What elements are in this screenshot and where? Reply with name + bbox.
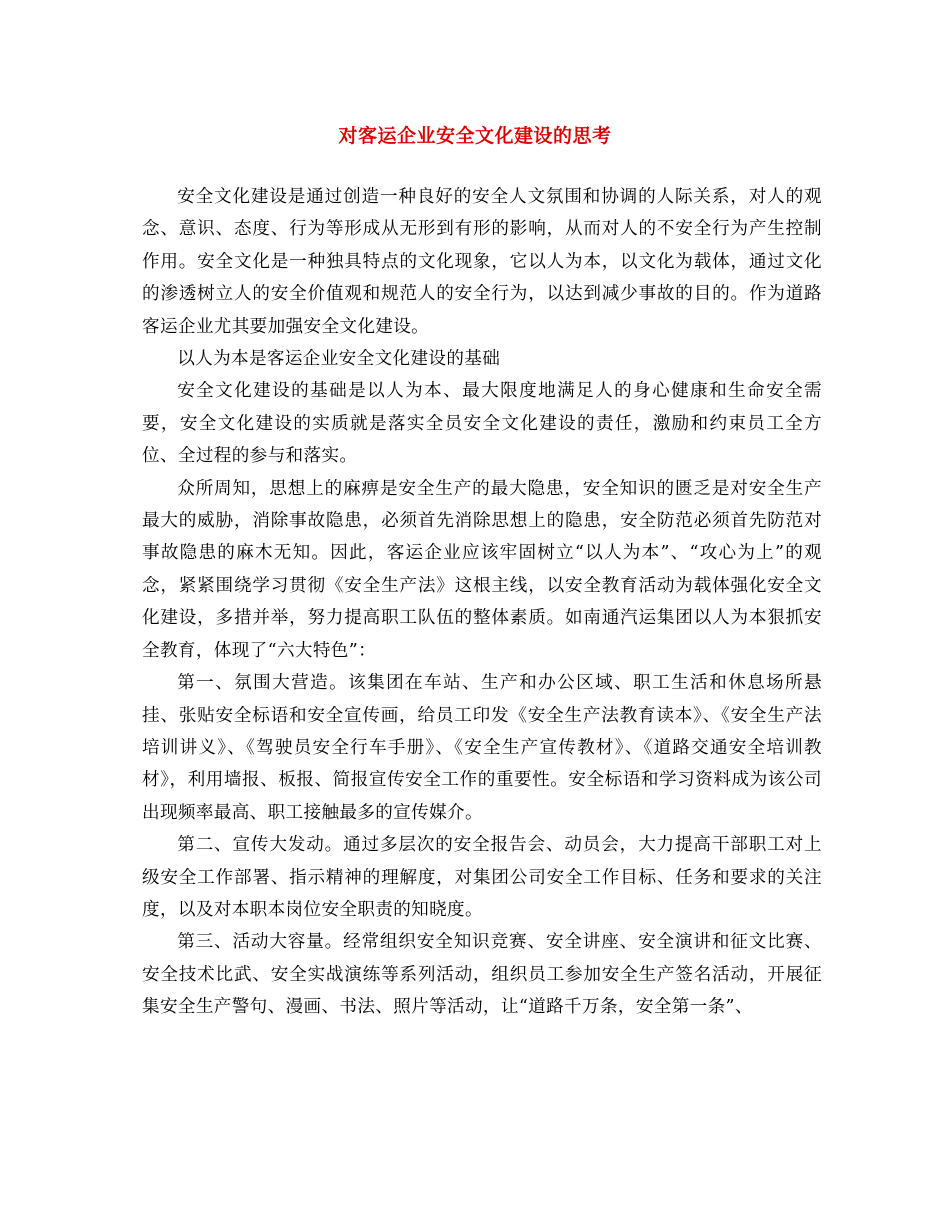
- paragraph-point-2: 第二、宣传大发动。通过多层次的安全报告会、动员会，大力提高干部职工对上级安全工作部署、指示精神的理解度，对集团公司安全工作目标、任务和要求的关注度，以及对本职本岗位安全职责的知晓度。: [142, 835, 822, 920]
- document-title: 对客运企业安全文化建设的思考: [338, 125, 612, 147]
- paragraph-awareness: 众所周知，思想上的麻痹是安全生产的最大隐患，安全知识的匮乏是对安全生产最大的威胁，消除事故隐患，必须首先消除思想上的隐患，安全防范必须首先防范对事故隐患的麻木无知。因此，客运企业应该牢固树立“以人为本”、“攻心为上”的观念，紧紧围绕学习贯彻《安全生产法》这根主线，以安全教育活动为载体强化安全文化建设，多措并举，努力提高职工队伍的整体素质。如南通汽运集团以人为本狠抓安全教育，体现了“六大特色”：: [142, 478, 822, 661]
- paragraph-foundation: 安全文化建设的基础是以人为本、最大限度地满足人的身心健康和生命安全需要，安全文化建设的实质就是落实全员安全文化建设的责任，激励和约束员工全方位、全过程的参与和落实。: [142, 381, 822, 467]
- document-body: [142, 181, 822, 1024]
- section-heading: 以人为本是客运企业安全文化建设的基础: [177, 349, 501, 370]
- paragraph-intro: 安全文化建设是通过创造一种良好的安全人文氛围和协调的人际关系，对人的观念、意识、态度、行为等形成从无形到有形的影响，从而对人的不安全行为产生控制作用。安全文化是一种独具特点的文化现象，它以人为本，以文化为载体，通过文化的渗透树立人的安全价值观和规范人的安全行为，以达到减少事故的目的。作为道路客运企业尤其要加强安全文化建设。: [142, 187, 822, 337]
- paragraph-point-3: 第三、活动大容量。经常组织安全知识竞赛、安全讲座、安全演讲和征文比赛、安全技术比武、安全实战演练等系列活动，组织员工参加安全生产签名活动，开展征集安全生产警句、漫画、书法、照片等活动，让“道路千万条，安全第一条”、: [142, 932, 822, 1018]
- paragraph-point-1: 第一、氛围大营造。该集团在车站、生产和办公区域、职工生活和休息场所悬挂、张贴安全标语和安全宣传画，给员工印发《安全生产法教育读本》、《安全生产法培训讲义》、《驾驶员安全行车手册》、《安全生产宣传教材》、《道路交通安全培训教材》，利用墙报、板报、简报宣传安全工作的重要性。安全标语和学习资料成为该公司出现频率最高、职工接触最多的宣传媒介。: [142, 673, 822, 823]
